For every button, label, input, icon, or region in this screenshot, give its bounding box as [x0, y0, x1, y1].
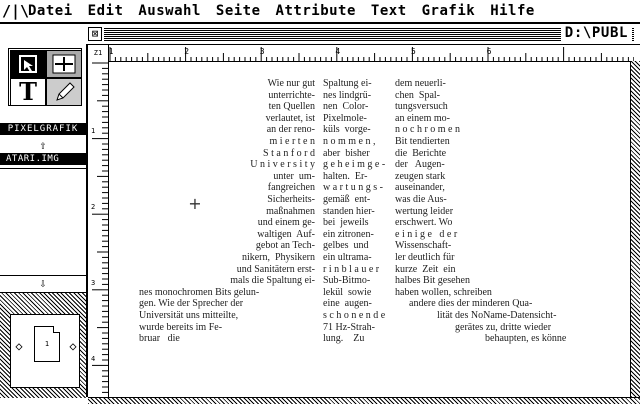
text-line: gebot an Tech-	[255, 240, 315, 252]
text-line: lität des NoName-Datensicht-	[437, 310, 557, 321]
text-line: mals die Spaltung ei-	[230, 275, 315, 287]
menu-edit[interactable]: Edit	[87, 3, 124, 19]
text-line: m i e r t e n	[269, 136, 315, 147]
text-line: ein zitronen-	[323, 228, 374, 240]
ruler-number: 2	[91, 203, 96, 211]
text-line: Wissenschaft-	[395, 240, 452, 252]
ruler-number: 3	[91, 279, 96, 287]
text-line: w a r t u n g s -	[323, 182, 383, 194]
menu-datei[interactable]: Datei	[28, 3, 73, 19]
text-line: gemäß ent-	[323, 194, 371, 205]
scroll-down-icon[interactable]: ⇩	[39, 276, 47, 290]
text-line: gelbes und	[323, 240, 369, 252]
text-line: ten Quellen	[268, 101, 315, 113]
menu-seite[interactable]: Seite	[215, 3, 261, 19]
text-line: an der reno-	[266, 124, 315, 136]
text-line: wurde bereits im Fe-	[139, 321, 223, 333]
select-arrow-icon	[11, 51, 45, 77]
text-line: bei jeweils	[323, 217, 369, 229]
pencil-icon	[47, 79, 81, 105]
page-next-icon[interactable]: ◇	[69, 339, 77, 353]
text-line: s c h o n e n d e	[323, 310, 386, 321]
text-line: Sub-Bitmo-	[323, 275, 371, 287]
text-line: zeugen stark	[395, 170, 446, 182]
menu-text[interactable]: Text	[370, 3, 407, 19]
menu-hilfe[interactable]: Hilfe	[490, 3, 535, 19]
text-line: eine augen-	[323, 298, 372, 310]
text-line: fangreichen	[267, 182, 315, 194]
ruler-number: 4	[91, 355, 96, 363]
page-prev-icon[interactable]: ◇	[15, 339, 23, 353]
text-line: unterrichte-	[268, 89, 315, 101]
text-line: auseinander,	[395, 182, 445, 194]
text-line: andere dies der minderen Qua-	[409, 298, 533, 310]
cursor-crosshair-icon: +	[188, 194, 202, 213]
file-list	[0, 168, 86, 276]
text-line: wertung leider	[395, 205, 454, 217]
menu-auswahl[interactable]: Auswahl	[138, 3, 201, 19]
menu-attribute[interactable]: Attribute	[275, 3, 356, 19]
text-line: Universität uns mitteilte,	[139, 310, 239, 321]
text-line: waltigen Auf-	[257, 228, 315, 240]
ruler-number: 5	[411, 47, 416, 56]
text-line: lung. Zu	[323, 333, 365, 345]
text-line: e i n i g e d e r	[395, 228, 458, 240]
text-line: kurze Zeit ein	[395, 263, 456, 275]
window-title: D:\PUBL	[561, 25, 632, 41]
text-line: und Sanitätern erst-	[236, 263, 315, 275]
menu-grafik[interactable]: Grafik	[421, 3, 476, 19]
text-line: Sicherheits-	[267, 194, 315, 205]
vertical-ruler[interactable]	[88, 61, 109, 397]
text-line: halten. Er-	[323, 170, 368, 182]
text-line: Pixelmole-	[323, 112, 367, 124]
document-page[interactable]	[109, 62, 629, 396]
ruler-number: 3	[259, 47, 265, 56]
ruler-number: 6	[486, 47, 492, 56]
horizontal-ruler-ticks	[88, 45, 634, 61]
text-line: Bit tendierten	[395, 136, 450, 147]
text-line: gerätes zu, dritte wieder	[455, 321, 552, 333]
vertical-scrollbar[interactable]	[630, 61, 640, 397]
text-line: und einem ge-	[257, 217, 315, 229]
ruler-number: 1	[108, 47, 114, 56]
text-line: aber bisher	[323, 147, 370, 159]
text-line: gen. Wie der Sprecher der	[139, 298, 244, 310]
text-line: bruar die	[139, 333, 180, 345]
text-line: an einem mo-	[395, 112, 450, 124]
close-icon[interactable]: ⊠	[88, 27, 102, 41]
text-line: dem neuerli-	[395, 78, 446, 89]
window-title-bar[interactable]	[104, 27, 634, 41]
text-line: ein ultrama-	[323, 252, 372, 263]
file-list-item[interactable]: ATARI.IMG	[0, 153, 86, 165]
mode-label: PIXELGRAFIK	[0, 123, 86, 135]
vertical-ruler-ticks	[88, 61, 108, 397]
page-number: 1	[44, 340, 50, 348]
ruler-number: 2	[184, 47, 190, 56]
text-line: nes lindgrü-	[323, 89, 372, 101]
tool-grid	[8, 48, 82, 106]
text-tool-icon[interactable]: T	[10, 78, 46, 106]
crosshair-icon	[47, 51, 81, 77]
text-line: unter um-	[273, 170, 315, 182]
scroll-up-icon[interactable]: ⇧	[39, 138, 47, 152]
text-line: nes monochromen Bits gelun-	[139, 286, 260, 298]
text-line: lekül sowie	[323, 286, 372, 298]
select-tool-icon[interactable]	[10, 50, 46, 78]
horizontal-ruler[interactable]	[88, 45, 634, 62]
menu-bar	[0, 0, 640, 24]
text-line: was die Aus-	[395, 194, 447, 205]
text-line: nikern, Physikern	[241, 252, 315, 263]
text-line: behaupten, es könne	[485, 333, 567, 345]
text-line: tungsversuch	[395, 101, 448, 113]
text-line: Spaltung ei-	[323, 78, 372, 89]
text-line: n o c h r o m e n	[395, 124, 460, 136]
text-line: erschwert. Wo	[395, 217, 453, 229]
text-line: n o m m e n ,	[323, 136, 376, 147]
text-line: r i n b l a u e r	[323, 263, 380, 275]
ruler-corner: Z1	[88, 45, 109, 61]
page-icon[interactable]	[34, 326, 60, 362]
text-line: küls vorge-	[323, 124, 371, 136]
text-line: Wie nur gut	[267, 78, 315, 89]
text-line: maßnahmen	[266, 205, 315, 217]
text-line: S t a n f o r d	[263, 147, 315, 159]
text-line: ler deutlich für	[395, 252, 455, 263]
text-line: 71 Hz-Strah-	[323, 321, 375, 333]
ruler-number: 4	[335, 47, 341, 56]
text-line: die Berichte	[395, 147, 447, 159]
pen-tool-icon[interactable]	[46, 78, 82, 106]
text-line: verlautet, ist	[265, 112, 315, 124]
text-line: g e h e i m g e -	[323, 159, 386, 171]
crossbar-tool-icon[interactable]	[46, 50, 82, 78]
text-line: U n i v e r s i t y	[250, 159, 315, 171]
text-line: standen hier-	[323, 205, 375, 217]
text-line: halbes Bit gesehen	[395, 275, 470, 287]
text-line: nen Color-	[323, 101, 369, 113]
ruler-number: 1	[91, 127, 96, 135]
text-line: haben wollen, schreiben	[395, 286, 492, 298]
atari-logo-icon[interactable]: /|\	[2, 2, 30, 20]
text-line: chen Spal-	[395, 89, 440, 101]
text-line: der Augen-	[395, 159, 445, 171]
